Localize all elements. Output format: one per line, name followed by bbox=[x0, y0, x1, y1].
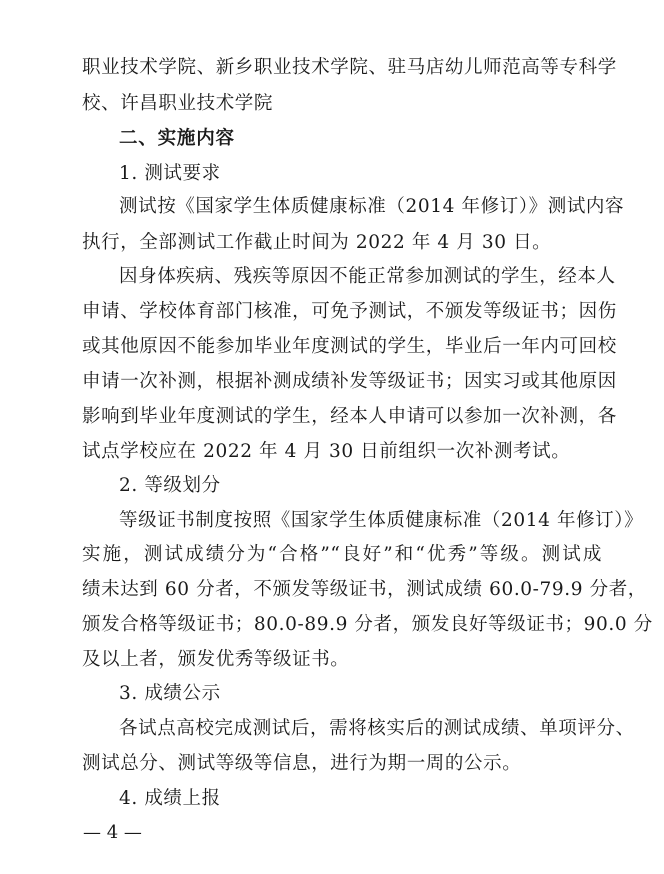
body-line: 及以上者，颁发优秀等级证书。 bbox=[82, 649, 350, 670]
body-line: 因身体疾病、残疾等原因不能正常参加测试的学生，经本人 bbox=[119, 266, 616, 287]
body-line: 测试总分、测试等级等信息，进行为期一周的公示。 bbox=[82, 753, 522, 774]
body-line: 影响到毕业年度测试的学生，经本人申请可以参加一次补测，各 bbox=[82, 406, 617, 427]
subheading-score-report: 4. 成绩上报 bbox=[119, 788, 221, 809]
section-heading: 二、实施内容 bbox=[119, 128, 235, 149]
body-line: 各试点高校完成测试后，需将核实后的测试成绩、单项评分、 bbox=[119, 718, 635, 739]
body-line: 测试按《国家学生体质健康标准（2014 年修订）》测试内容 bbox=[119, 196, 625, 217]
body-line: 绩未达到 60 分者，不颁发等级证书，测试成绩 60.0-79.9 分者， bbox=[82, 579, 647, 600]
body-line: 执行，全部测试工作截止时间为 2022 年 4 月 30 日。 bbox=[82, 232, 552, 253]
body-line: 职业技术学院、新乡职业技术学院、驻马店幼儿师范高等专科学 bbox=[82, 57, 617, 78]
body-line: 等级证书制度按照《国家学生体质健康标准（2014 年修订）》 bbox=[119, 510, 644, 531]
body-line: 申请、学校体育部门核准，可免予测试，不颁发等级证书；因伤 bbox=[82, 301, 617, 322]
body-line: 申请一次补测，根据补测成绩补发等级证书；因实习或其他原因 bbox=[82, 371, 617, 392]
page-number: — 4 — bbox=[83, 822, 142, 843]
subheading-test-requirements: 1. 测试要求 bbox=[119, 163, 221, 184]
body-line: 或其他原因不能参加毕业年度测试的学生，毕业后一年内可回校 bbox=[82, 336, 617, 357]
subheading-grade-division: 2. 等级划分 bbox=[119, 475, 221, 496]
body-line: 实施，测试成绩分为“合格”“良好”和“优秀”等级。测试成 bbox=[82, 544, 602, 565]
body-line: 颁发合格等级证书；80.0-89.9 分者，颁发良好等级证书；90.0 分 bbox=[82, 614, 653, 635]
subheading-score-publicity: 3. 成绩公示 bbox=[119, 683, 221, 704]
body-line: 试点学校应在 2022 年 4 月 30 日前组织一次补测考试。 bbox=[82, 441, 571, 462]
body-line: 校、许昌职业技术学院 bbox=[82, 93, 274, 114]
